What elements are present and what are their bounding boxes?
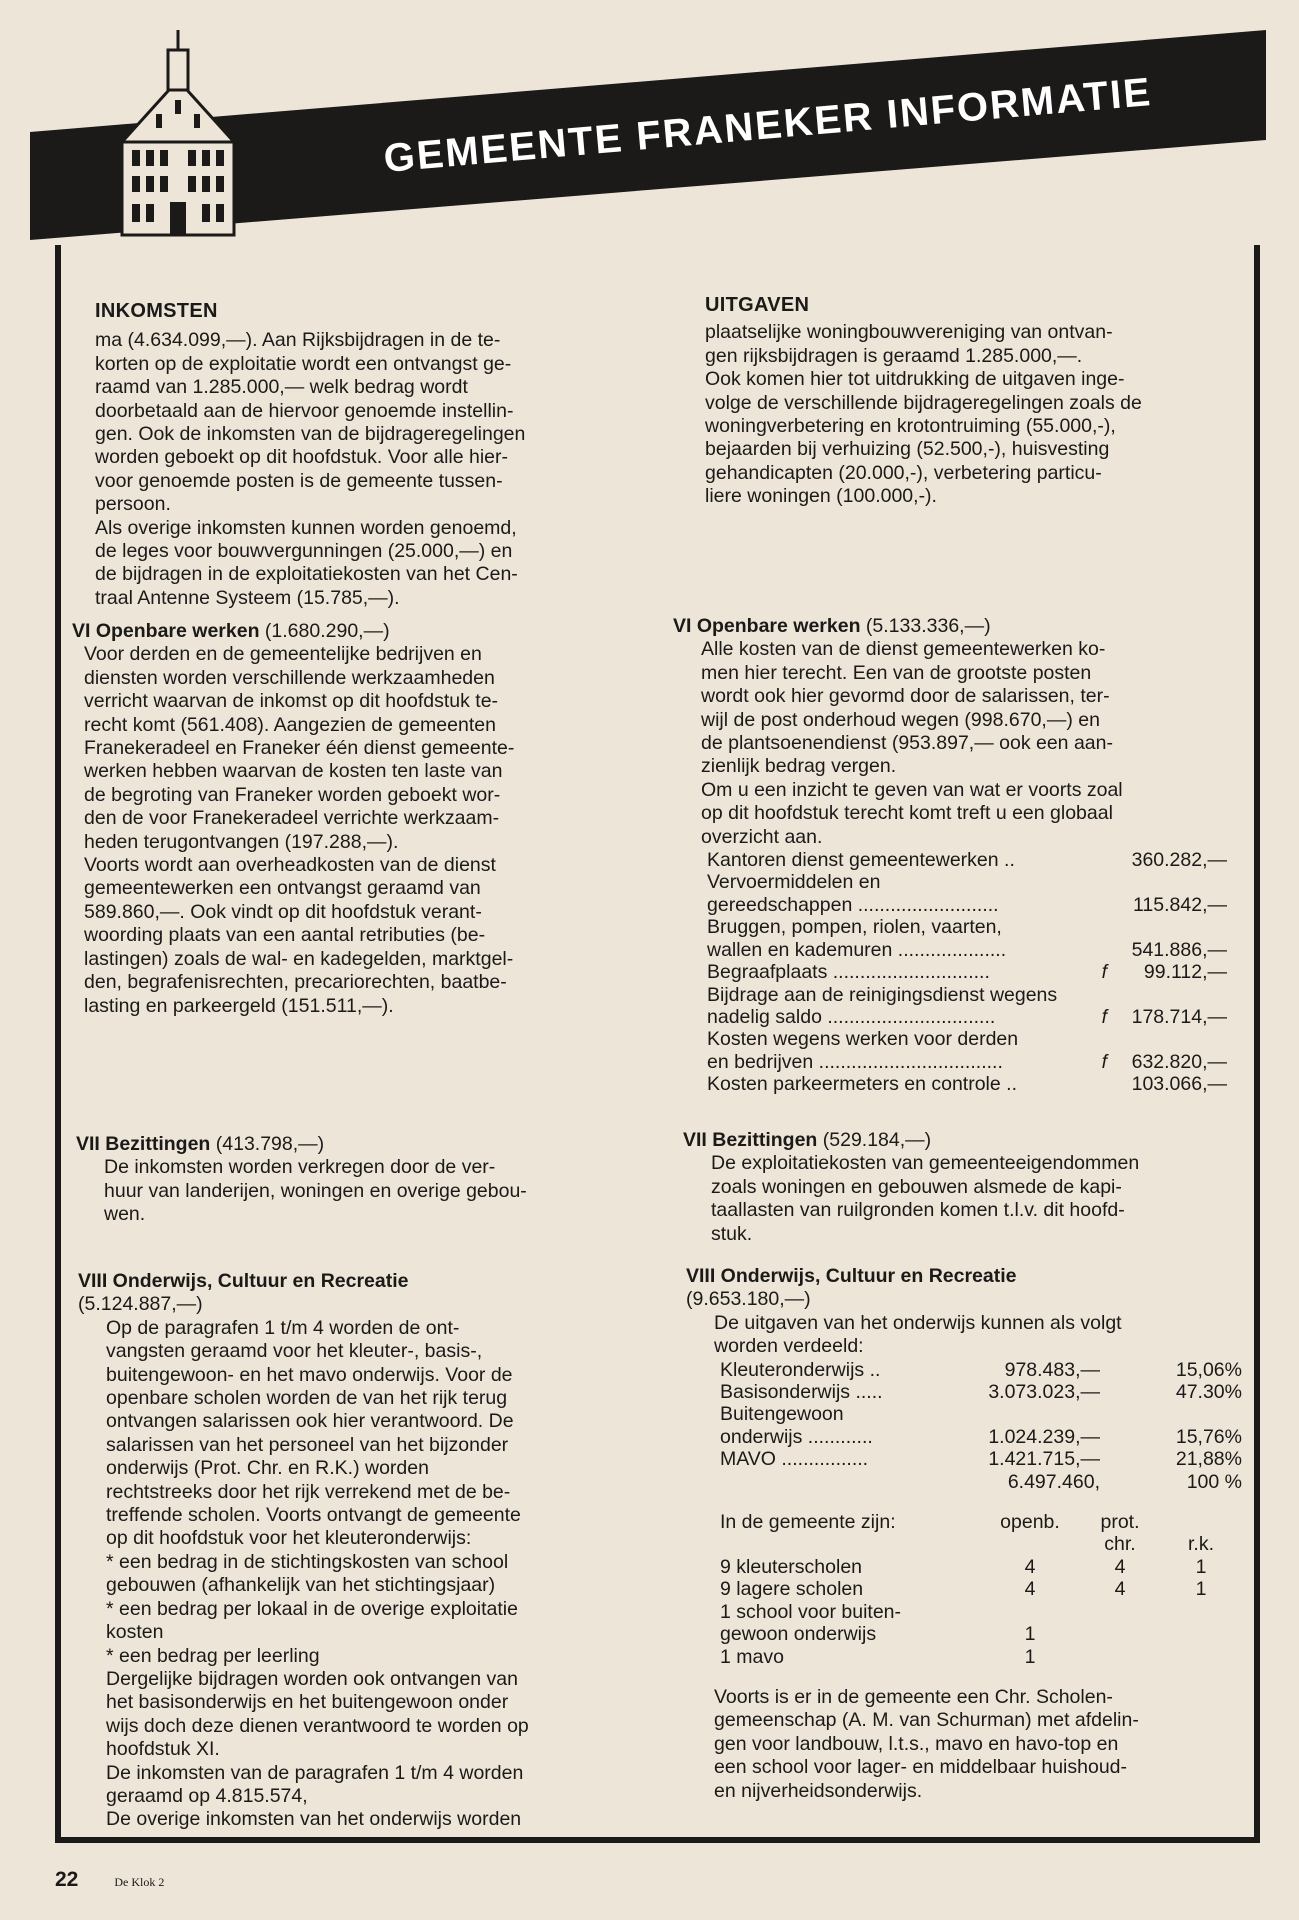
table-row [707, 916, 1227, 938]
row-currency [1077, 849, 1107, 871]
table-row [720, 1601, 1242, 1623]
text-line: De inkomsten van de paragrafen 1 t/m 4 worden [106, 1761, 524, 1784]
row-label: MAVO ................ [720, 1448, 869, 1471]
header-banner [30, 30, 1266, 240]
text-line: Op de paragrafen 1 t/m 4 worden de ont- [106, 1316, 460, 1339]
text-line: geraamd op 4.815.574, [106, 1784, 308, 1807]
right-section-7 [683, 1129, 1258, 1246]
table-row [707, 894, 1227, 916]
text-line: worden verdeeld: [714, 1335, 864, 1358]
text-line: huur van landerijen, woningen en overige gebou- [104, 1179, 527, 1202]
row-percent [1100, 1403, 1242, 1425]
row-currency [1077, 1028, 1107, 1050]
left-section-7 [76, 1133, 636, 1227]
text-line: onderwijs (Prot. Chr. en R.K.) worden [106, 1457, 429, 1480]
row-value: 978.483,— [1004, 1358, 1100, 1381]
row-value: 115.842,— [1133, 893, 1227, 916]
text-line: de begroting van Franeker worden geboekt wor- [84, 783, 501, 806]
text-line: Alle kosten van de dienst gemeentewerken ko- [701, 638, 1106, 661]
row-value: 541.886,— [1131, 938, 1227, 961]
text-line: verricht waarvan de inkomst op dit hoofdstuk te- [84, 690, 499, 713]
table-row [720, 1471, 1242, 1493]
right-s8-intro [686, 1312, 1258, 1359]
text-line: traal Antenne Systeem (15.785,—). [95, 586, 400, 609]
row-currency: f [1101, 961, 1107, 984]
school-openb: 4 [1024, 1555, 1036, 1578]
school-rk [1160, 1601, 1242, 1623]
banner-graphic [30, 30, 1266, 240]
schools-header-openb: openb. [1000, 1511, 1060, 1534]
text-line: de leges voor bouwvergunningen (25.000,—) en [95, 540, 513, 563]
school-rk: 1 [1195, 1555, 1207, 1578]
right-s6-table [707, 849, 1227, 1095]
row-percent: 15,06% [1175, 1358, 1242, 1381]
row-label: Buitengewoon [720, 1403, 844, 1426]
table-row [707, 939, 1227, 961]
page-footer [55, 1868, 164, 1892]
row-percent: 15,76% [1175, 1425, 1242, 1448]
right-s8-title: VIII Onderwijs, Cultuur en Recreatie [686, 1265, 1017, 1287]
right-s6-title: VI Openbare werken [673, 615, 861, 637]
text-line: De overige inkomsten van het onderwijs worden [106, 1808, 522, 1831]
right-s7-text [683, 1152, 1258, 1246]
row-label: Basisonderwijs ..... [720, 1381, 883, 1404]
row-currency [1077, 871, 1107, 893]
text-line: ma (4.634.099,—). Aan Rijksbijdragen in de te- [95, 329, 501, 352]
text-line: het basisonderwijs en het buitengewoon onder [106, 1691, 509, 1714]
row-value: 6.497.460, [1007, 1470, 1100, 1493]
page-number: 22 [55, 1868, 79, 1891]
schools-header-label: In de gemeente zijn: [720, 1511, 896, 1534]
text-line: worden geboekt op dit hoofdstuk. Voor alle hier- [95, 446, 509, 469]
table-row [707, 871, 1227, 893]
text-line: treffende scholen. Voorts ontvangt de gemeente [106, 1504, 521, 1527]
text-line: bejaarden bij verhuizing (52.500,-), huisvesting [705, 438, 1110, 461]
row-value: 178.714,— [1131, 1005, 1227, 1028]
left-column [95, 300, 635, 610]
text-line: taallasten van ruilgronden komen t.l.v. dit hoofd- [711, 1199, 1125, 1222]
school-label: gewoon onderwijs [720, 1623, 877, 1646]
text-line: * een bedrag per leerling [106, 1644, 320, 1667]
text-line: 589.860,—. Ook vindt op dit hoofdstuk verant- [84, 900, 482, 923]
text-line: zoals woningen en gebouwen alsmede de kapi- [711, 1175, 1122, 1198]
schools-header-chr: chr. [1104, 1533, 1136, 1556]
text-line: De exploitatiekosten van gemeenteeigendommen [711, 1152, 1140, 1175]
text-line: Voor derden en de gemeentelijke bedrijven en [84, 643, 482, 666]
text-line: persoon. [95, 493, 171, 516]
left-s6-amount: (1.680.290,—) [259, 620, 390, 642]
text-line: en nijverheidsonderwijs. [714, 1779, 923, 1802]
right-s6-text [673, 638, 1258, 849]
text-line: Als overige inkomsten kunnen worden genoemd, [95, 516, 517, 539]
text-line: den, begrafenisrechten, precariorechten, baatbe- [84, 971, 507, 994]
row-label [720, 1471, 950, 1493]
text-line: volge de verschillende bijdrageregelingen zoals de [705, 391, 1142, 414]
text-line: buitengewoon- en het mavo onderwijs. Voor de [106, 1363, 513, 1386]
school-label: 1 mavo [720, 1645, 784, 1668]
school-rk [1160, 1646, 1242, 1668]
left-s8-title: VIII Onderwijs, Cultuur en Recreatie [78, 1270, 409, 1292]
row-value [1107, 1028, 1227, 1050]
row-currency: f [1101, 1050, 1107, 1073]
table-row [707, 1073, 1227, 1095]
text-line: gemeentewerken een ontvangst geraamd van [84, 877, 481, 900]
row-percent: 47.30% [1175, 1381, 1242, 1404]
text-line: doorbetaald aan de hiervoor genoemde instellin- [95, 399, 514, 422]
row-currency [1077, 916, 1107, 938]
left-section-8 [78, 1270, 648, 1832]
row-value: 632.820,— [1131, 1050, 1227, 1073]
right-heading: UITGAVEN [705, 294, 810, 316]
text-line: op dit hoofdstuk terecht komt treft u een globaal [701, 802, 1113, 825]
text-line: woording plaats van een aantal retributies (be- [84, 924, 486, 947]
text-line: overzicht aan. [701, 825, 823, 848]
text-line: een school voor lager- en middelbaar huishoud- [714, 1756, 1128, 1779]
row-value [1107, 871, 1227, 893]
row-label: Kleuteronderwijs .. [720, 1358, 881, 1381]
text-line: de bijdragen in de exploitatiekosten van het Cen- [95, 563, 518, 586]
row-label: Vervoermiddelen en [707, 871, 881, 894]
row-value [1107, 984, 1227, 1006]
left-section-6 [72, 620, 637, 1018]
school-openb: 4 [1024, 1578, 1036, 1601]
row-label: Kosten wegens werken voor derden [707, 1028, 1019, 1051]
text-line: gebouwen (afhankelijk van het stichtingsjaar) [106, 1574, 496, 1597]
right-intro [705, 321, 1245, 508]
table-row [720, 1556, 1242, 1578]
school-label: 1 school voor buiten- [720, 1600, 902, 1623]
text-line: Voorts wordt aan overheadkosten van de dienst [84, 854, 496, 877]
text-line: wijl de post onderhoud wegen (998.670,—) en [701, 708, 1100, 731]
text-line: Om u een inzicht te geven van wat er voorts zoal [701, 778, 1123, 801]
text-line: gen voor landbouw, l.t.s., mavo en havo-top en [714, 1732, 1119, 1755]
text-line: wordt ook hier gevormd door de salarissen, ter- [701, 685, 1110, 708]
row-percent: 100 % [1186, 1470, 1242, 1493]
row-value: 103.066,— [1131, 1073, 1227, 1096]
row-value [950, 1403, 1100, 1425]
row-label: Kosten parkeermeters en controle .. [707, 1073, 1017, 1096]
right-s7-title: VII Bezittingen [683, 1129, 818, 1151]
text-line: de plantsoenendienst (953.897,— ook een aan- [701, 732, 1113, 755]
text-line: kosten [106, 1621, 164, 1644]
table-row [707, 1006, 1227, 1028]
text-line: vangsten geraamd voor het kleuter-, basis-, [106, 1340, 483, 1363]
schools-table [720, 1511, 1242, 1668]
text-line: heden terugontvangen (197.288,—). [84, 830, 399, 853]
row-label: gereedschappen .......................... [707, 893, 999, 916]
school-rk [1160, 1623, 1242, 1645]
row-value: 1.024.239,— [988, 1425, 1100, 1448]
right-section-6 [673, 615, 1258, 1096]
text-line: voor genoemde posten is de gemeente tussen- [95, 469, 503, 492]
row-currency [1077, 894, 1107, 916]
left-intro [95, 329, 635, 610]
text-line: salarissen van het personeel van het bijzonder [106, 1433, 509, 1456]
text-line: recht komt (561.408). Aangezien de gemeenten [84, 713, 496, 736]
text-line: wen. [104, 1203, 146, 1226]
school-prot [1080, 1646, 1160, 1668]
table-row [720, 1381, 1242, 1403]
text-line: lastingen) zoals de wal- en kadegelden, marktgel- [84, 947, 514, 970]
row-currency: f [1101, 1005, 1107, 1028]
table-row [707, 849, 1227, 871]
school-openb [980, 1601, 1080, 1623]
right-s8-amount: (9.653.180,—) [686, 1288, 811, 1311]
text-line: op dit hoofdstuk voor het kleuteronderwijs: [106, 1527, 472, 1550]
magazine-name: De Klok 2 [114, 1875, 165, 1889]
text-line: Voorts is er in de gemeente een Chr. Scholen- [714, 1685, 1113, 1708]
text-line: liere woningen (100.000,-). [705, 485, 937, 508]
row-value: 3.073.023,— [988, 1381, 1100, 1404]
row-label: en bedrijven .................................. [707, 1050, 1003, 1073]
row-currency [1077, 1073, 1107, 1095]
left-s7-amount: (413.798,—) [210, 1133, 325, 1155]
left-s7-title: VII Bezittingen [76, 1133, 211, 1155]
table-row [707, 984, 1227, 1006]
header-title: GEMEENTE FRANEKER INFORMATIE [381, 69, 1154, 181]
town-hall-icon [122, 30, 234, 235]
table-row [720, 1426, 1242, 1448]
school-prot: 4 [1114, 1578, 1126, 1601]
school-prot [1080, 1601, 1160, 1623]
text-line: gemeenschap (A. M. van Schurman) met afdelin- [714, 1709, 1139, 1732]
table-row [720, 1359, 1242, 1381]
table-row [707, 961, 1227, 983]
text-line: men hier terecht. Een van de grootste posten [701, 661, 1092, 684]
left-s6-text [72, 643, 637, 1018]
row-label: Begraafplaats ............................. [707, 961, 990, 984]
table-row [720, 1403, 1242, 1425]
text-line: Ook komen hier tot uitdrukking de uitgaven inge- [705, 368, 1125, 391]
text-line: den de voor Franekeradeel verrichte werkzaam- [84, 807, 500, 830]
table-row [720, 1646, 1242, 1668]
school-openb: 1 [1024, 1645, 1036, 1668]
school-label: 9 lagere scholen [720, 1578, 864, 1601]
school-prot: 4 [1114, 1555, 1126, 1578]
row-value [1107, 916, 1227, 938]
table-row [720, 1448, 1242, 1470]
right-s8-table [720, 1359, 1242, 1493]
table-row [707, 1051, 1227, 1073]
left-heading: INKOMSTEN [95, 300, 218, 322]
right-column [705, 294, 1245, 509]
text-line: gen rijksbijdragen is geraamd 1.285.000,—. [705, 344, 1083, 367]
row-label: wallen en kademuren .................... [707, 938, 1007, 961]
table-row [720, 1623, 1242, 1645]
text-line: * een bedrag in de stichtingskosten van school [106, 1550, 509, 1573]
row-label: nadelig saldo ............................... [707, 1005, 996, 1028]
school-label: 9 kleuterscholen [720, 1555, 863, 1578]
row-label: Kantoren dienst gemeentewerken .. [707, 849, 1015, 872]
text-line: werken hebben waarvan de kosten ten laste van [84, 760, 503, 783]
text-line: gen. Ook de inkomsten van de bijdrageregelingen [95, 423, 526, 446]
text-line: gehandicapten (20.000,-), verbetering particu- [705, 461, 1102, 484]
school-openb: 1 [1024, 1623, 1036, 1646]
row-percent: 21,88% [1175, 1448, 1242, 1471]
text-line: openbare scholen worden de van het rijk terug [106, 1387, 508, 1410]
text-line: De uitgaven van het onderwijs kunnen als volgt [714, 1311, 1122, 1334]
text-line: lasting en parkeergeld (151.511,—). [84, 994, 394, 1017]
row-currency [1077, 984, 1107, 1006]
row-value: 1.421.715,— [988, 1448, 1100, 1471]
right-s7-amount: (529.184,—) [817, 1129, 932, 1151]
text-line: rechtstreeks door het rijk verrekend met de be- [106, 1480, 511, 1503]
school-rk: 1 [1195, 1578, 1207, 1601]
text-line: ontvangen salarissen ook hier verantwoord. De [106, 1410, 514, 1433]
left-s8-amount: (5.124.887,—) [78, 1293, 203, 1316]
text-line: Dergelijke bijdragen worden ook ontvangen van [106, 1667, 518, 1690]
text-line: De inkomsten worden verkregen door de ver- [104, 1156, 496, 1179]
schools-header-prot: prot. [1100, 1511, 1140, 1534]
table-row [720, 1578, 1242, 1600]
left-s6-title: VI Openbare werken [72, 620, 260, 642]
row-label: Bruggen, pompen, riolen, vaarten, [707, 916, 1002, 939]
text-line: diensten worden verschillende werkzaamheden [84, 666, 495, 689]
left-s8-text [78, 1317, 648, 1832]
text-line: zienlijk bedrag vergen. [701, 755, 897, 778]
row-currency [1077, 939, 1107, 961]
text-line: korten op de exploitatie wordt een ontvangst ge- [95, 352, 512, 375]
table-row [707, 1028, 1227, 1050]
text-line: Franekeradeel en Franeker één dienst gemeente- [84, 737, 515, 760]
row-value: 99.112,— [1143, 961, 1227, 984]
text-line: * een bedrag per lokaal in de overige exploitatie [106, 1597, 518, 1620]
text-line: woningverbetering en krotontruiming (55.000,-), [705, 415, 1116, 438]
right-closing [686, 1686, 1258, 1803]
row-value: 360.282,— [1131, 849, 1227, 872]
row-label: Bijdrage aan de reinigingsdienst wegens [707, 983, 1058, 1006]
left-s7-text [76, 1156, 636, 1226]
right-s6-amount: (5.133.336,—) [860, 615, 991, 637]
schools-header-rk: r.k. [1187, 1533, 1214, 1556]
text-line: hoofdstuk XI. [106, 1738, 220, 1761]
row-label: onderwijs ............ [720, 1425, 873, 1448]
school-prot [1080, 1623, 1160, 1645]
text-line: stuk. [711, 1222, 753, 1245]
right-section-8 [686, 1265, 1258, 1803]
text-line: wijs doch deze dienen verantwoord te worden op [106, 1714, 529, 1737]
text-line: raamd van 1.285.000,— welk bedrag wordt [95, 376, 468, 399]
text-line: plaatselijke woningbouwvereniging van ontvan- [705, 321, 1113, 344]
